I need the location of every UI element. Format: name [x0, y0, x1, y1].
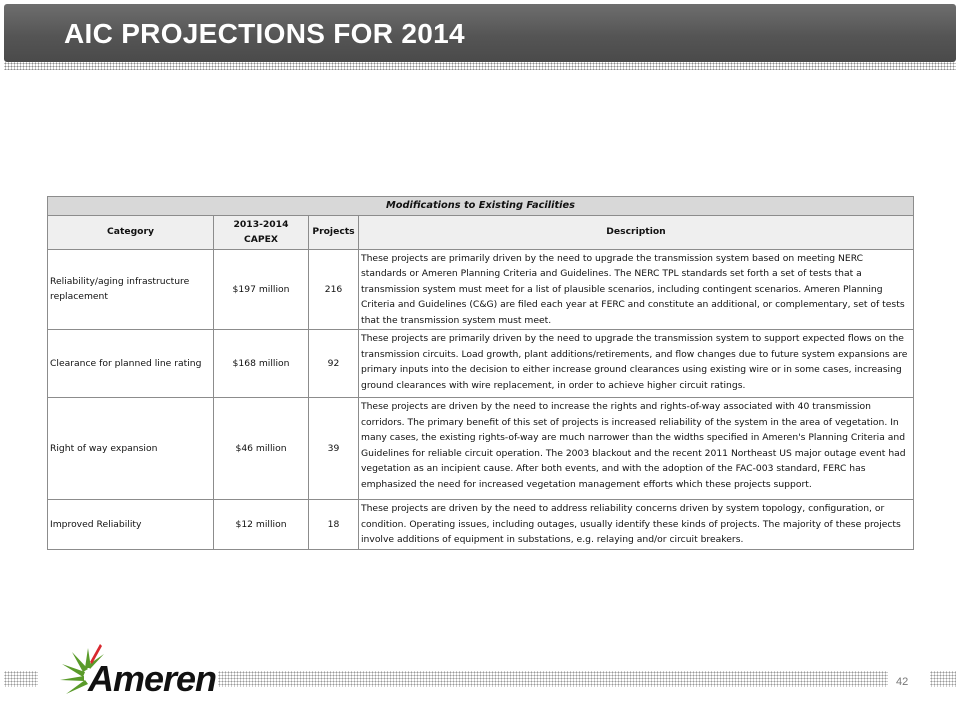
header-category: Category	[48, 215, 214, 249]
header-bar	[4, 4, 956, 62]
row-capex: $197 million	[214, 249, 309, 330]
row-projects: 18	[309, 500, 359, 550]
page-title: AIC PROJECTIONS FOR 2014	[64, 18, 465, 49]
header-capex: 2013-2014 CAPEX	[214, 215, 309, 249]
footer-dotted-strip-right	[930, 671, 956, 687]
row-category: Improved Reliability	[48, 500, 214, 550]
row-description: These projects are primarily driven by the need to upgrade the transmission system to support expected flows on the transmission circuits. Load growth, plant additions/retirements, and flow changes due to future system expansions are primary inputs into the decision to either increase ground clearances using existing wire or in some cases, increasing ground clearances with wire replacement, in order to achieve higher circuit ratings.	[359, 330, 914, 398]
table-row	[48, 330, 914, 398]
row-projects: 39	[309, 398, 359, 500]
footer-dotted-strip-left	[4, 671, 38, 687]
logo-text: Ameren	[88, 658, 217, 699]
row-capex: $12 million	[214, 500, 309, 550]
table-header-row	[48, 215, 914, 249]
row-category: Clearance for planned line rating	[48, 330, 214, 398]
row-projects: 92	[309, 330, 359, 398]
row-projects: 216	[309, 249, 359, 330]
header-projects: Projects	[309, 215, 359, 249]
table-row	[48, 398, 914, 500]
page-number: 42	[896, 676, 909, 688]
header-description: Description	[359, 215, 914, 249]
table-row	[48, 249, 914, 330]
row-description: These projects are driven by the need to increase the rights and rights-of-way associated with 40 transmission corridors. The primary benefit of this set of projects is increased reliability of the system in the area of vegetation. In many cases, the existing rights-of-way are much narrower than the widths specified in Ameren's Planning Criteria and Guidelines for reliable circuit operation. The 2003 blackout and the recent 2011 Northeast US major outage event had vegetation as an incipient cause. After both events, and with the adoption of the FAC-003 standard, FERC has emphasized the need for increased vegetation management efforts which these projects support.	[359, 398, 914, 500]
header-dotted-strip	[4, 62, 956, 70]
row-category: Reliability/aging infrastructure replacement	[48, 249, 214, 330]
footer-dotted-strip-middle	[218, 671, 888, 687]
table-caption-row	[48, 197, 914, 216]
table-row	[48, 500, 914, 550]
table-caption: Modifications to Existing Facilities	[48, 197, 914, 216]
row-category: Right of way expansion	[48, 398, 214, 500]
ameren-logo	[58, 640, 218, 700]
row-description: These projects are driven by the need to address reliability concerns driven by system topology, configuration, or condition. Operating issues, including outages, usually identify these kinds of projects. The majority of these projects involve additions of equipment in substations, e.g. relaying and/or circuit breakers.	[359, 500, 914, 550]
row-capex: $168 million	[214, 330, 309, 398]
row-capex: $46 million	[214, 398, 309, 500]
row-description: These projects are primarily driven by the need to upgrade the transmission system based on meeting NERC standards or Ameren Planning Criteria and Guidelines. The NERC TPL standards set forth a set of tests that a transmission system must meet for a list of plausible scenarios, including contingent scenarios. Ameren Planning Criteria and Guidelines (C&G) are filed each year at FERC and constitute an additional, or complementary, set of tests that the transmission system must meet.	[359, 249, 914, 330]
modifications-table	[47, 196, 914, 550]
